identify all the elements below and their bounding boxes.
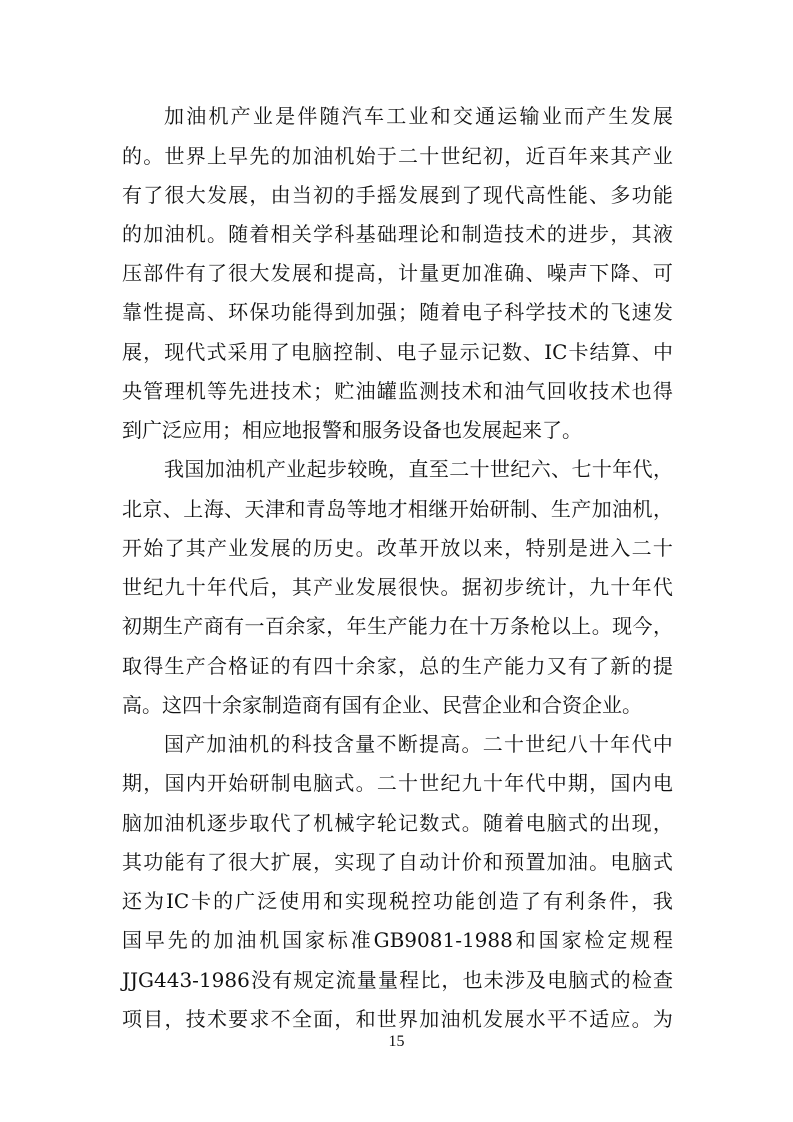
paragraph-line: 压 部 件 有 了 很 大 发 展 和 提 高 ， 计 量 更 加 准 确 、 噪 声 下 降 、 可 bbox=[122, 261, 673, 285]
paragraph-line: 有 了 很 大 发 展 ， 由 当 初 的 手 摇 发 展 到 了 现 代 高 性 能 、 多 功 能 bbox=[122, 183, 673, 207]
paragraph-line: 国 产 加 油 机 的 科 技 含 量 不 断 提 高 。 二 十 世 纪 八 十 年 代 中 bbox=[164, 732, 673, 756]
paragraph-line: 世 纪 九 十 年 代 后 ， 其 产 业 发 展 很 快 。 据 初 步 统 计 ， 九 十 年 代 bbox=[122, 575, 673, 599]
paragraph-line: 初 期 生 产 商 有 一 百 余 家 ， 年 生 产 能 力 在 十 万 条 枪 以 上 。 现 今 ， bbox=[122, 614, 673, 638]
paragraph-line: 到广泛应用；相应地报警和服务设备也发展起来了。 bbox=[122, 418, 582, 442]
page-number: 15 bbox=[388, 1033, 405, 1050]
paragraph-line: 国 早 先 的 加 油 机 国 家 标 准 GB9081-1988 和 国 家 检 定 规 程 bbox=[122, 928, 673, 952]
paragraph-line: 还 为 IC 卡 的 广 泛 使 用 和 实 现 税 控 功 能 创 造 了 有 利 条 件 ， 我 bbox=[122, 889, 673, 913]
paragraph-line: 其 功 能 有 了 很 大 扩 展 ， 实 现 了 自 动 计 价 和 预 置 加 油 。 电 脑 式 bbox=[122, 850, 673, 874]
paragraph-line: 开 始 了 其 产 业 发 展 的 历 史 。 改 革 开 放 以 来 ， 特 别 是 进 入 二 十 bbox=[122, 536, 673, 560]
paragraph-line: 央 管 理 机 等 先 进 技 术 ； 贮 油 罐 监 测 技 术 和 油 气 回 收 技 术 也 得 bbox=[122, 379, 673, 403]
paragraph-line: 期 ， 国 内 开 始 研 制 电 脑 式 。 二 十 世 纪 九 十 年 代 中 期 ， 国 内 电 bbox=[122, 771, 673, 795]
paragraph-line: 的 。 世 界 上 早 先 的 加 油 机 始 于 二 十 世 纪 初 ， 近 百 年 来 其 产 业 bbox=[122, 144, 673, 168]
paragraph-line: 项 目 ， 技 术 要 求 不 全 面 ， 和 世 界 加 油 机 发 展 水 平 不 适 应 。 为 bbox=[122, 1007, 673, 1031]
paragraph-line: 北 京 、 上 海 、 天 津 和 青 岛 等 地 才 相 继 开 始 研 制 、 生 产 加 油 机 ， bbox=[122, 497, 673, 521]
paragraph-line: 的 加 油 机 。 随 着 相 关 学 科 基 础 理 论 和 制 造 技 术 的 进 步 ， 其 液 bbox=[122, 222, 673, 246]
paragraph-line: 高。这四十余家制造商有国有企业、民营企业和合资企业。 bbox=[122, 693, 642, 717]
paragraph-line: 靠 性 提 高 、 环 保 功 能 得 到 加 强 ； 随 着 电 子 科 学 技 术 的 飞 速 发 bbox=[122, 300, 673, 324]
paragraph-line: 展 ， 现 代 式 采 用 了 电 脑 控 制 、 电 子 显 示 记 数 、 IC 卡 结 算 、 中 bbox=[122, 340, 673, 364]
paragraph-line: 取 得 生 产 合 格 证 的 有 四 十 余 家 ， 总 的 生 产 能 力 又 有 了 新 的 提 bbox=[122, 654, 673, 678]
paragraph-line: JJG443-1986 没 有 规 定 流 量 量 程 比 ， 也 未 涉 及 电 脑 式 的 检 查 bbox=[122, 968, 673, 992]
paragraph-line: 我 国 加 油 机 产 业 起 步 较 晚 ， 直 至 二 十 世 纪 六 、 七 十 年 代 ， bbox=[164, 457, 673, 481]
paragraph-line: 加 油 机 产 业 是 伴 随 汽 车 工 业 和 交 通 运 输 业 而 产 生 发 展 bbox=[164, 104, 673, 128]
paragraph-line: 脑 加 油 机 逐 步 取 代 了 机 械 字 轮 记 数 式 。 随 着 电 脑 式 的 出 现 ， bbox=[122, 811, 673, 835]
